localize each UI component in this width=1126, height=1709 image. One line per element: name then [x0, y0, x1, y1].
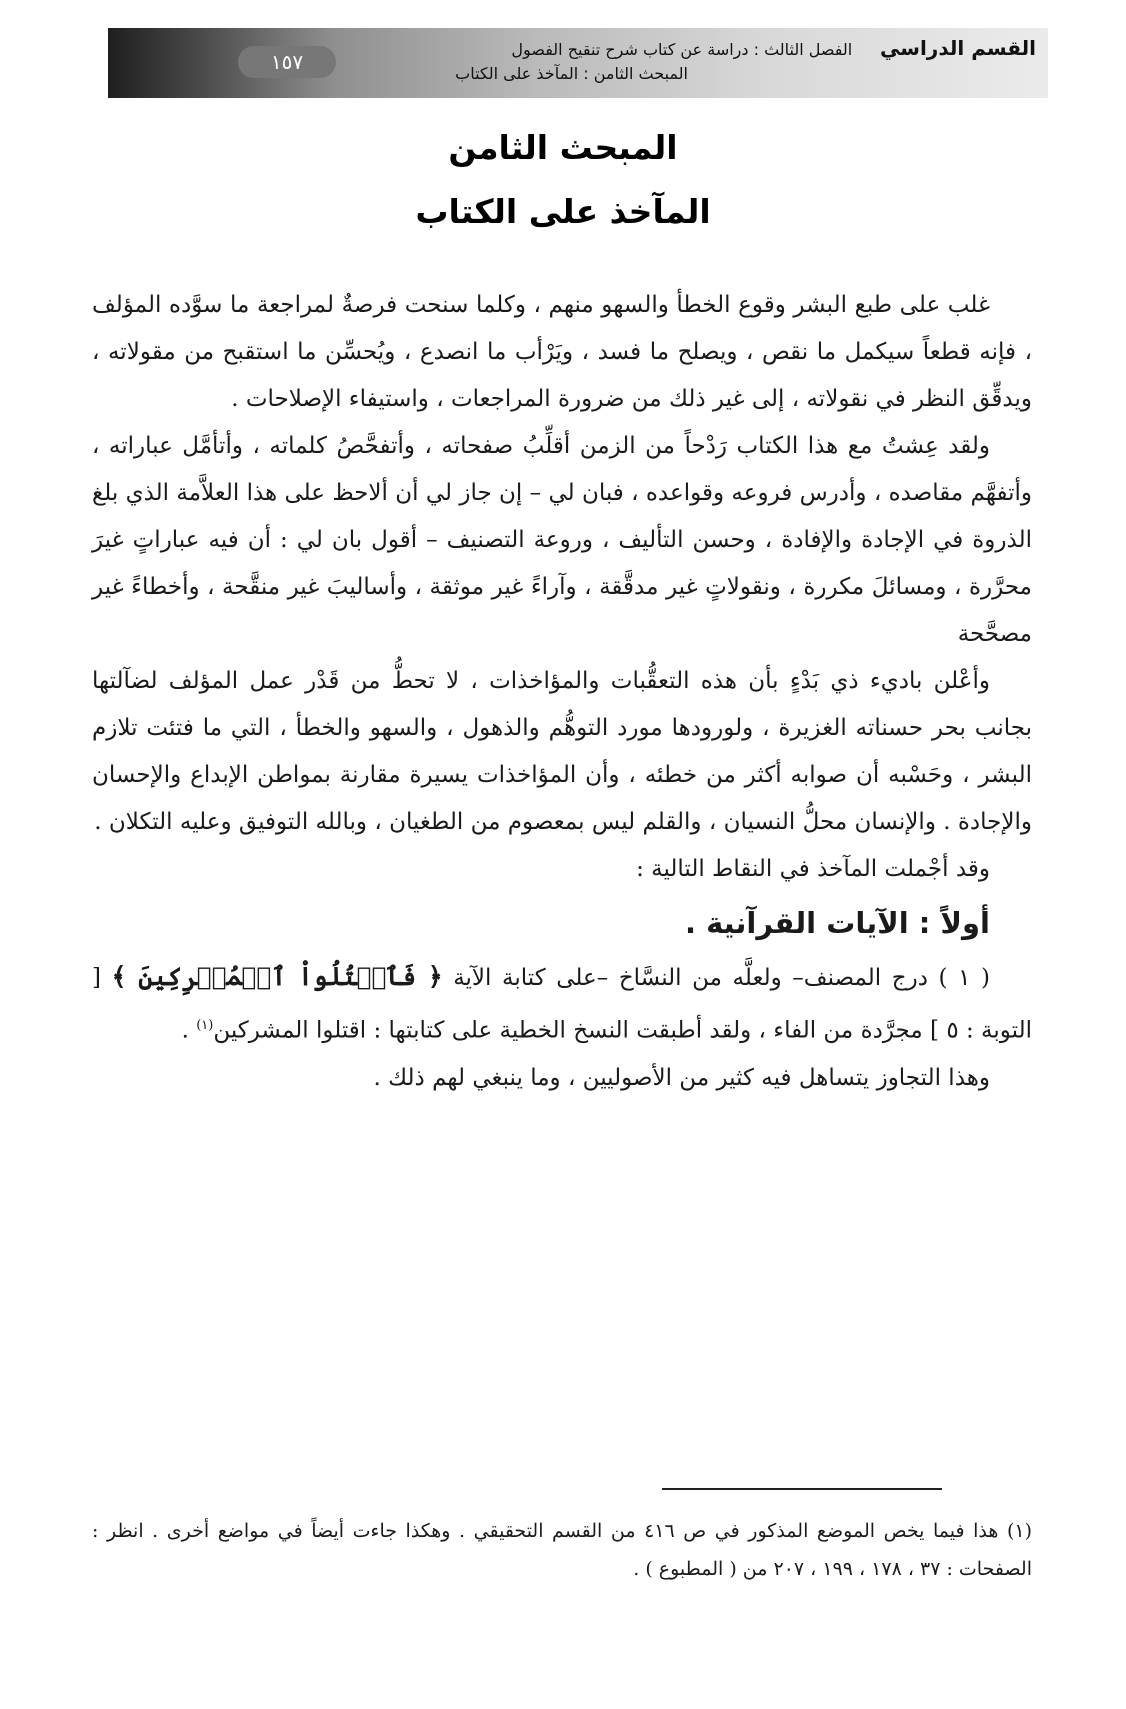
footnote-ref: (١) — [196, 1018, 214, 1033]
section-label: المبحث الثامن : المآخذ على الكتاب — [455, 64, 688, 83]
footnote-divider — [662, 1488, 942, 1490]
item-1-text: [ التوبة : ٥ ] مجرَّدة من الفاء ، ولقد أطبقت النسخ الخطية على كتابتها : اقتلوا المشركين — [92, 965, 1032, 1044]
paragraph-4: وقد أجْملت المآخذ في النقاط التالية : — [636, 856, 990, 882]
paragraph-5: وهذا التجاوز يتساهل فيه كثير من الأصوليين ، وما ينبغي لهم ذلك . — [373, 1064, 990, 1091]
footnote-1: (١) هذا فيما يخص الموضع المذكور في ص ٤١٦ من القسم التحقيقي . وهكذا جاءت أيضاً في مواضع أخرى . انظر : الصفحات : ٣٧ ، ١٧٨ ، ١٩٩ ، ٢٠٧ من ( المطبوع ) . — [92, 1520, 1032, 1580]
footnote — [92, 1512, 1032, 1588]
paragraph-3: وأعْلن باديء ذي بَدْءٍ بأن هذه التعقُّبات والمؤاخذات ، لا تحطُّ من قَدْر عمل المؤلف لضآلتها بجانب بحر حسناته الغزيرة ، ولورودها مورد التوهُّم والذهول ، والسهو والخطأ ، التي ما فتئت تلازم البشر ، وحَسْبه أن صوابه أكثر من خطئه ، وأن المؤاخذات يسيرة مقارنة بمواطن الإبداع والإحسان والإجادة . والإنسان محلُّ النسيان ، والقلم ليس بمعصوم من الطغيان ، وبالله التوفيق وعليه التكلان . — [92, 668, 1032, 835]
page-subtitle: المآخذ على الكتاب — [415, 192, 711, 231]
item-1-end: . — [181, 1017, 197, 1044]
chapter-label: الفصل الثالث : دراسة عن كتاب شرح تنقيح الفصول — [511, 40, 853, 59]
page-number: ١٥٧ — [238, 46, 336, 78]
main-text — [92, 282, 1032, 1102]
item-1 — [92, 953, 1032, 1055]
paragraph-2: ولقد عِشتُ مع هذا الكتاب رَدْحاً من الزمن أقلِّبُ صفحاته ، وأتفحَّصُ كلماته ، وأتأمَّل عباراته ، وأتفهَّم مقاصده ، وأدرس فروعه وقواعده ، فبان لي – إن جاز لي أن ألاحظ على هذا العلاَّمة الذي بلغ الذروة في الإجادة والإفادة ، وحسن التأليف ، وروعة التصنيف – أقول بان لي : أن فيه عباراتٍ غيرَ محرَّرة ، ومسائلَ مكررة ، ونقولاتٍ غير مدقَّقة ، وآراءً غير موثقة ، وأساليبَ غير منقَّحة ، وأخطاءً غير مصحَّحة — [92, 433, 1032, 647]
sub-heading: أولاً : الآيات القرآنية . — [684, 906, 990, 940]
quran-verse: ﴿ فَٱقۡتُلُواْ ٱلۡمُشۡرِكِينَ ﴾ — [111, 962, 443, 991]
item-1-lead: ( ١ ) درج المصنف– ولعلَّه من النسَّاخ –على كتابة الآية — [453, 965, 991, 991]
running-head-text — [455, 36, 1036, 83]
page-title: المبحث الثامن — [448, 128, 678, 167]
part-label: القسم الدراسي — [880, 36, 1036, 60]
paragraph-1: غلب على طبع البشر وقوع الخطأ والسهو منهم ، وكلما سنحت فرصةٌ لمراجعة ما سوَّده المؤلف ، فإنه قطعاً سيكمل ما نقص ، ويصلح ما فسد ، ويَرْأب ما انصدع ، ويُحسِّن ما استقبح من مقولاته ، ويدقِّق النظر في نقولاته ، إلى غير ذلك من ضرورة المراجعات ، واستيفاء الإصلاحات . — [92, 292, 1032, 412]
running-header — [108, 28, 1048, 98]
running-head-line-1 — [455, 36, 1036, 60]
